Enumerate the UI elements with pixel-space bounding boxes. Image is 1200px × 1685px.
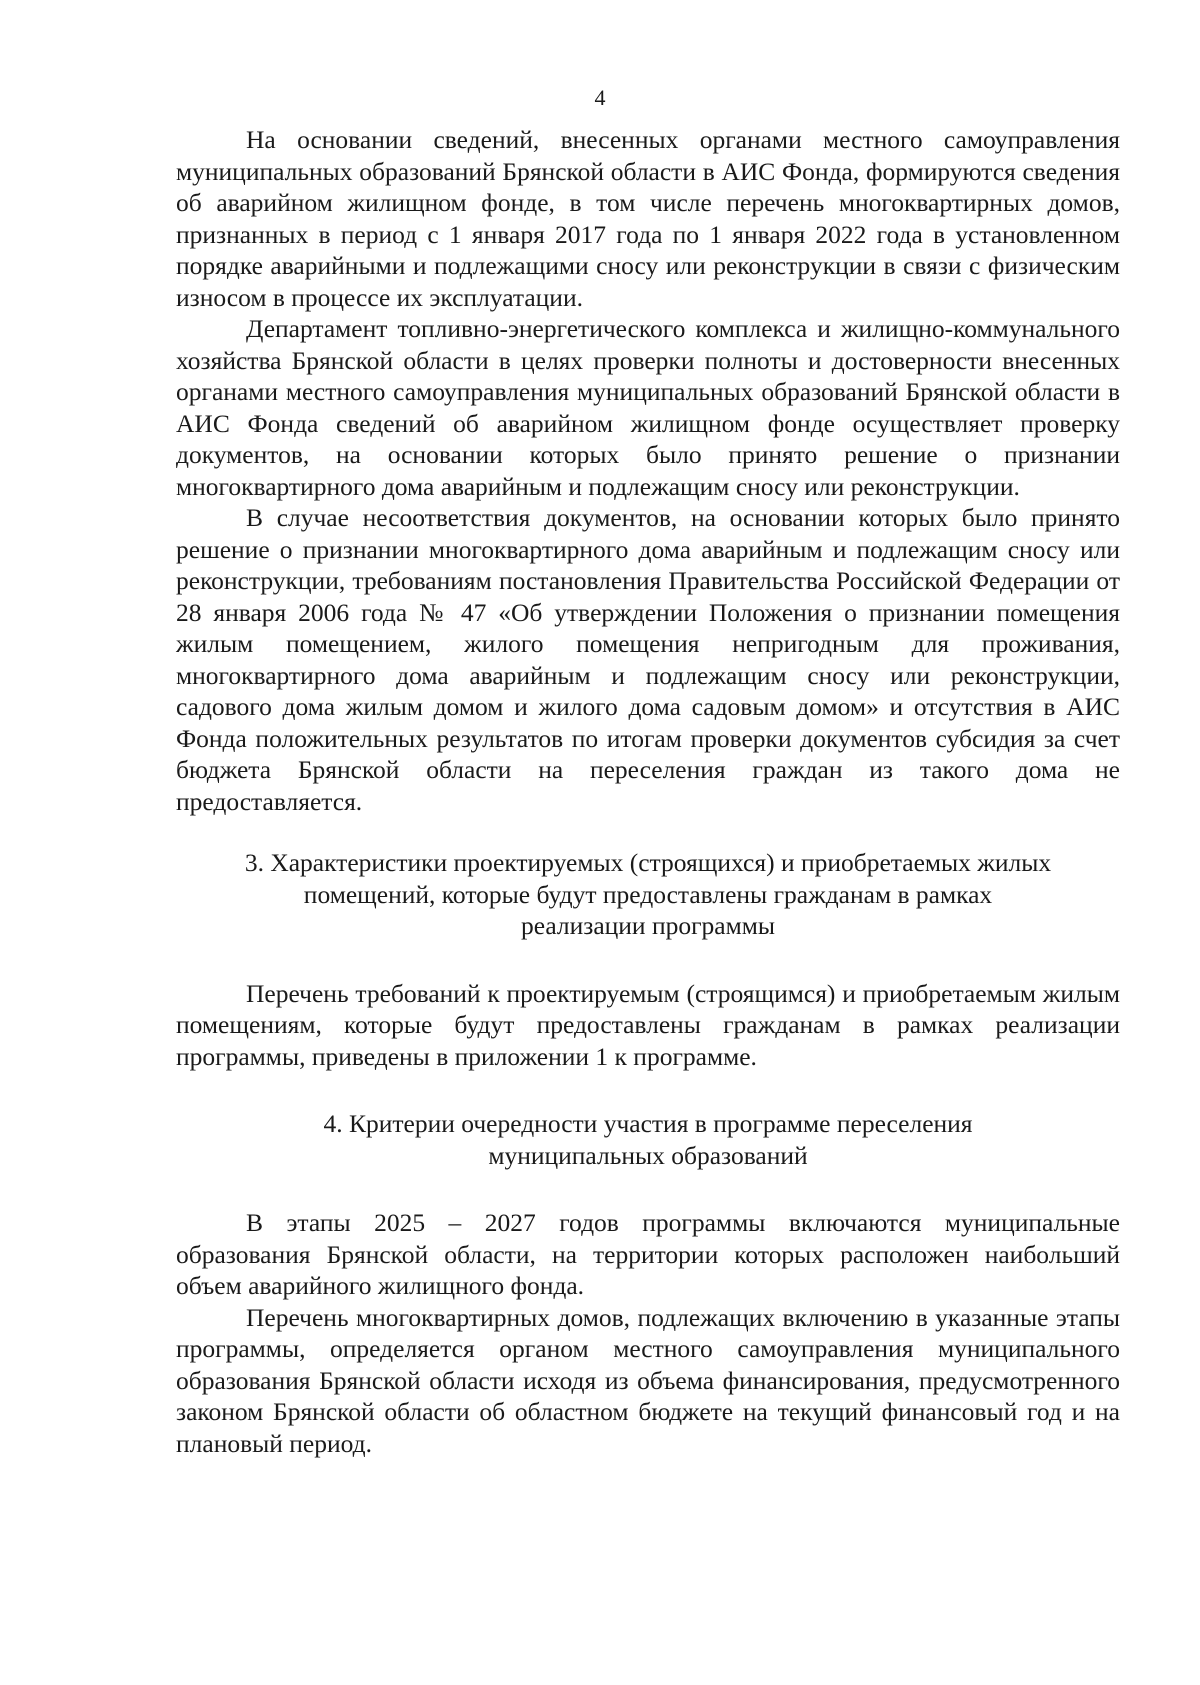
section-4-title-line-2: муниципальных образований <box>488 1140 808 1170</box>
paragraph-department-verification: Департамент топливно-энергетического комплекса и жилищно-коммунального хозяйства Брянской области в целях проверки полноты и достоверности внесенных органами местного самоуправления муниципальных образований Брянской области в АИС Фонда сведений об аварийном жилищном фонде осуществляет проверку документов, на основании которых было принято решение о признании многоквартирного дома аварийным и подлежащим сносу или реконструкции. <box>176 314 1120 501</box>
paragraph-ais-fund-data: На основании сведений, внесенных органами местного самоуправления муниципальных образований Брянской области в АИС Фонда, формируются сведения об аварийном жилищном фонде, в том числе перечень многоквартирных домов, признанных в период с 1 января 2017 года по 1 января 2022 года в установленном порядке аварийными и подлежащими сносу или реконструкции в связи с физическим износом в процессе их эксплуатации. <box>176 125 1120 312</box>
paragraph-document-mismatch: В случае несоответствия документов, на основании которых было принято решение о признании многоквартирного дома аварийным и подлежащим сносу или реконструкции, требованиям постановления Правительства Российской Федерации от 28 января 2006 года № 47 «Об утверждении Положения о признании помещения жилым помещением, жилого помещения непригодным для проживания, многоквартирного дома аварийным и подлежащим сносу или реконструкции, садового дома жилым домом и жилого дома садовым домом» и отсутствия в АИС Фонда положительных результатов по итогам проверки документов субсидия за счет бюджета Брянской области на переселения граждан из такого дома не предоставляется. <box>176 503 1120 816</box>
paragraph-program-stages: В этапы 2025 – 2027 годов программы включаются муниципальные образования Брянской области, на территории которых расположен наибольший объем аварийного жилищного фонда. <box>176 1208 1120 1300</box>
section-3-title-line-3: реализации программы <box>520 911 776 940</box>
section-4-title-line-1: 4. Критерии очередности участия в программе переселения <box>323 1109 973 1138</box>
section-3-title <box>176 847 1120 942</box>
document-body <box>176 124 1120 1459</box>
section-4-title <box>176 1108 1120 1171</box>
page-number: 4 <box>594 85 606 110</box>
paragraph-housing-requirements: Перечень требований к проектируемым (строящимся) и приобретаемым жилым помещениям, которые будут предоставлены гражданам в рамках реализации программы, приведены в приложении 1 к программе. <box>176 978 1120 1071</box>
section-3-title-line-1: 3. Характеристики проектируемых (строящихся) и приобретаемых жилых <box>244 848 1052 877</box>
section-3-title-line-2: помещений, которые будут предоставлены гражданам в рамках <box>303 879 993 909</box>
paragraph-apartment-list: Перечень многоквартирных домов, подлежащих включению в указанные этапы программы, определяется органом местного самоуправления муниципального образования Брянской области исходя из объема финансирования, предусмотренного законом Брянской области об областном бюджете на текущий финансовый год и на плановый период. <box>176 1302 1120 1458</box>
